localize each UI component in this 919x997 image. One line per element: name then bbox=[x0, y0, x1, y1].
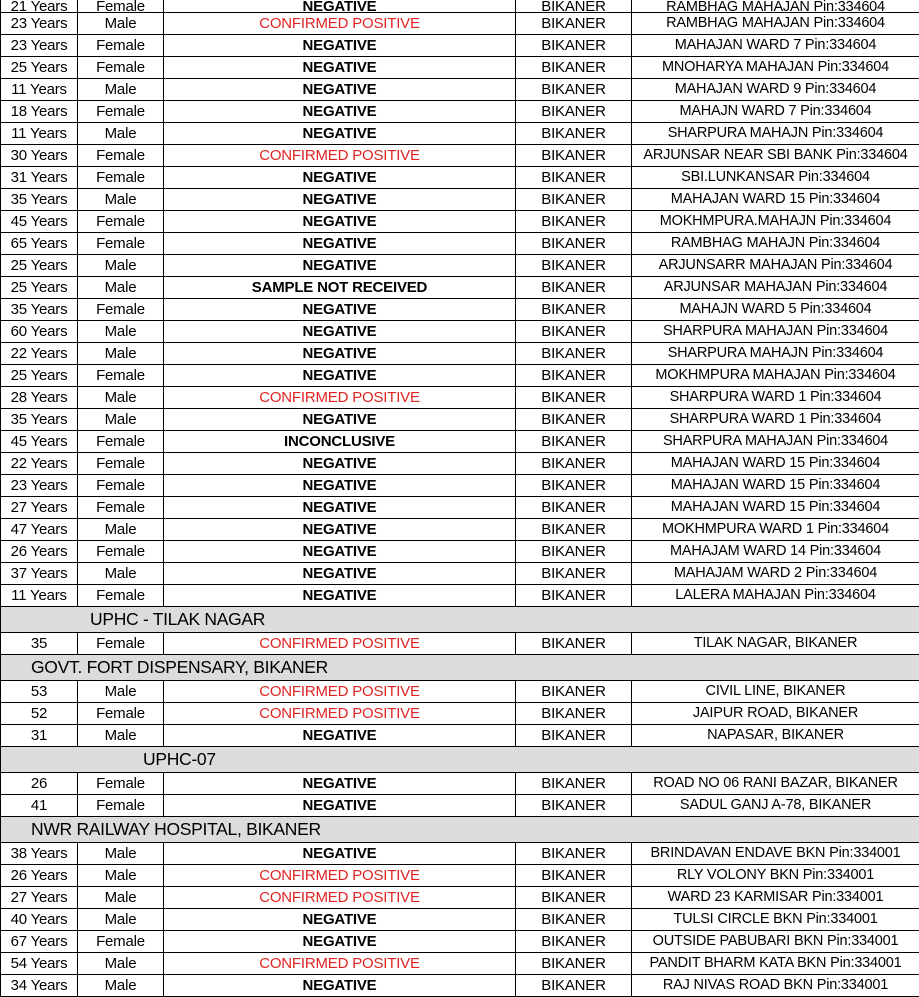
address-cell: WARD 23 KARMISAR Pin:334001 bbox=[632, 887, 919, 909]
age-cell: 11 Years bbox=[1, 585, 78, 607]
result-cell: NEGATIVE bbox=[164, 773, 516, 795]
gender-cell: Female bbox=[78, 35, 164, 57]
table-row bbox=[1, 211, 919, 233]
district-cell: BIKANER bbox=[516, 321, 632, 343]
gender-cell: Male bbox=[78, 865, 164, 887]
address-cell: OUTSIDE PABUBARI BKN Pin:334001 bbox=[632, 931, 919, 953]
district-cell: BIKANER bbox=[516, 725, 632, 747]
table-row bbox=[1, 563, 919, 585]
address-cell: RAMBHAG MAHAJAN Pin:334604 bbox=[632, 0, 919, 13]
address-cell: SBI.LUNKANSAR Pin:334604 bbox=[632, 167, 919, 189]
table-row bbox=[1, 299, 919, 321]
gender-cell: Female bbox=[78, 233, 164, 255]
district-cell: BIKANER bbox=[516, 975, 632, 997]
gender-cell: Female bbox=[78, 497, 164, 519]
table-row bbox=[1, 453, 919, 475]
gender-cell: Female bbox=[78, 431, 164, 453]
address-cell: MAHAJAN WARD 15 Pin:334604 bbox=[632, 453, 919, 475]
table-row bbox=[1, 519, 919, 541]
age-cell: 52 bbox=[1, 703, 78, 725]
gender-cell: Male bbox=[78, 123, 164, 145]
address-cell: LALERA MAHAJAN Pin:334604 bbox=[632, 585, 919, 607]
district-cell: BIKANER bbox=[516, 57, 632, 79]
address-cell: NAPASAR, BIKANER bbox=[632, 725, 919, 747]
gender-cell: Female bbox=[78, 145, 164, 167]
age-cell: 25 Years bbox=[1, 255, 78, 277]
section-header-row bbox=[1, 655, 919, 681]
table-row bbox=[1, 953, 919, 975]
result-cell: NEGATIVE bbox=[164, 79, 516, 101]
address-cell: CIVIL LINE, BIKANER bbox=[632, 681, 919, 703]
gender-cell: Male bbox=[78, 843, 164, 865]
result-cell: NEGATIVE bbox=[164, 475, 516, 497]
address-cell: MAHAJAN WARD 15 Pin:334604 bbox=[632, 189, 919, 211]
table-row bbox=[1, 497, 919, 519]
age-cell: 31 bbox=[1, 725, 78, 747]
table-row bbox=[1, 975, 919, 997]
result-cell: CONFIRMED POSITIVE bbox=[164, 633, 516, 655]
age-cell: 28 Years bbox=[1, 387, 78, 409]
age-cell: 23 Years bbox=[1, 13, 78, 35]
address-cell: MAHAJAN WARD 9 Pin:334604 bbox=[632, 79, 919, 101]
gender-cell: Male bbox=[78, 321, 164, 343]
district-cell: BIKANER bbox=[516, 563, 632, 585]
table-row bbox=[1, 931, 919, 953]
age-cell: 60 Years bbox=[1, 321, 78, 343]
section-header-row bbox=[1, 607, 919, 633]
gender-cell: Male bbox=[78, 681, 164, 703]
district-cell: BIKANER bbox=[516, 431, 632, 453]
district-cell: BIKANER bbox=[516, 453, 632, 475]
age-cell: 23 Years bbox=[1, 35, 78, 57]
age-cell: 65 Years bbox=[1, 233, 78, 255]
address-cell: ARJUNSAR MAHAJAN Pin:334604 bbox=[632, 277, 919, 299]
district-cell: BIKANER bbox=[516, 277, 632, 299]
address-cell: RAMBHAG MAHAJAN Pin:334604 bbox=[632, 13, 919, 35]
gender-cell: Female bbox=[78, 795, 164, 817]
age-cell: 38 Years bbox=[1, 843, 78, 865]
gender-cell: Male bbox=[78, 189, 164, 211]
age-cell: 37 Years bbox=[1, 563, 78, 585]
age-cell: 31 Years bbox=[1, 167, 78, 189]
age-cell: 22 Years bbox=[1, 453, 78, 475]
result-cell: NEGATIVE bbox=[164, 843, 516, 865]
address-cell: SHARPURA WARD 1 Pin:334604 bbox=[632, 409, 919, 431]
gender-cell: Male bbox=[78, 409, 164, 431]
result-cell: NEGATIVE bbox=[164, 101, 516, 123]
address-cell: SHARPURA MAHAJN Pin:334604 bbox=[632, 343, 919, 365]
result-cell: NEGATIVE bbox=[164, 365, 516, 387]
table-row bbox=[1, 681, 919, 703]
address-cell: RLY VOLONY BKN Pin:334001 bbox=[632, 865, 919, 887]
table-row bbox=[1, 843, 919, 865]
district-cell: BIKANER bbox=[516, 343, 632, 365]
table-row bbox=[1, 475, 919, 497]
district-cell: BIKANER bbox=[516, 387, 632, 409]
district-cell: BIKANER bbox=[516, 299, 632, 321]
result-cell: NEGATIVE bbox=[164, 0, 516, 13]
result-cell: NEGATIVE bbox=[164, 931, 516, 953]
district-cell: BIKANER bbox=[516, 633, 632, 655]
result-cell: SAMPLE NOT RECEIVED bbox=[164, 277, 516, 299]
table-row bbox=[1, 343, 919, 365]
table-row bbox=[1, 0, 919, 13]
table-row bbox=[1, 387, 919, 409]
age-cell: 35 Years bbox=[1, 409, 78, 431]
district-cell: BIKANER bbox=[516, 189, 632, 211]
age-cell: 25 Years bbox=[1, 277, 78, 299]
age-cell: 18 Years bbox=[1, 101, 78, 123]
age-cell: 35 Years bbox=[1, 189, 78, 211]
address-cell: SHARPURA MAHAJN Pin:334604 bbox=[632, 123, 919, 145]
table-row bbox=[1, 101, 919, 123]
address-cell: ARJUNSARR MAHAJAN Pin:334604 bbox=[632, 255, 919, 277]
section-header-row bbox=[1, 817, 919, 843]
gender-cell: Female bbox=[78, 541, 164, 563]
district-cell: BIKANER bbox=[516, 681, 632, 703]
district-cell: BIKANER bbox=[516, 0, 632, 13]
address-cell: SADUL GANJ A-78, BIKANER bbox=[632, 795, 919, 817]
table-row bbox=[1, 365, 919, 387]
result-cell: NEGATIVE bbox=[164, 909, 516, 931]
gender-cell: Male bbox=[78, 255, 164, 277]
address-cell: SHARPURA MAHAJAN Pin:334604 bbox=[632, 431, 919, 453]
address-cell: SHARPURA WARD 1 Pin:334604 bbox=[632, 387, 919, 409]
address-cell: MAHAJAN WARD 15 Pin:334604 bbox=[632, 497, 919, 519]
result-cell: NEGATIVE bbox=[164, 189, 516, 211]
table-row bbox=[1, 123, 919, 145]
gender-cell: Male bbox=[78, 387, 164, 409]
address-cell: PANDIT BHARM KATA BKN Pin:334001 bbox=[632, 953, 919, 975]
result-cell: CONFIRMED POSITIVE bbox=[164, 387, 516, 409]
gender-cell: Male bbox=[78, 519, 164, 541]
result-cell: NEGATIVE bbox=[164, 795, 516, 817]
result-cell: NEGATIVE bbox=[164, 409, 516, 431]
district-cell: BIKANER bbox=[516, 409, 632, 431]
age-cell: 67 Years bbox=[1, 931, 78, 953]
age-cell: 27 Years bbox=[1, 497, 78, 519]
result-cell: NEGATIVE bbox=[164, 299, 516, 321]
table-row bbox=[1, 585, 919, 607]
age-cell: 11 Years bbox=[1, 123, 78, 145]
result-cell: NEGATIVE bbox=[164, 321, 516, 343]
table-row bbox=[1, 13, 919, 35]
result-cell: NEGATIVE bbox=[164, 233, 516, 255]
results-table-body bbox=[1, 0, 919, 997]
result-cell: NEGATIVE bbox=[164, 975, 516, 997]
gender-cell: Male bbox=[78, 79, 164, 101]
table-row bbox=[1, 189, 919, 211]
address-cell: MAHAJN WARD 7 Pin:334604 bbox=[632, 101, 919, 123]
result-cell: NEGATIVE bbox=[164, 255, 516, 277]
address-cell: MOKHMPURA.MAHAJN Pin:334604 bbox=[632, 211, 919, 233]
table-row bbox=[1, 233, 919, 255]
gender-cell: Female bbox=[78, 365, 164, 387]
age-cell: 54 Years bbox=[1, 953, 78, 975]
table-row bbox=[1, 865, 919, 887]
age-cell: 26 Years bbox=[1, 541, 78, 563]
district-cell: BIKANER bbox=[516, 843, 632, 865]
result-cell: NEGATIVE bbox=[164, 585, 516, 607]
address-cell: MOKHMPURA WARD 1 Pin:334604 bbox=[632, 519, 919, 541]
result-cell: NEGATIVE bbox=[164, 563, 516, 585]
district-cell: BIKANER bbox=[516, 887, 632, 909]
district-cell: BIKANER bbox=[516, 497, 632, 519]
age-cell: 30 Years bbox=[1, 145, 78, 167]
age-cell: 11 Years bbox=[1, 79, 78, 101]
result-cell: NEGATIVE bbox=[164, 343, 516, 365]
gender-cell: Female bbox=[78, 211, 164, 233]
address-cell: MAHAJAN WARD 7 Pin:334604 bbox=[632, 35, 919, 57]
table-row bbox=[1, 773, 919, 795]
result-cell: NEGATIVE bbox=[164, 57, 516, 79]
district-cell: BIKANER bbox=[516, 211, 632, 233]
address-cell: SHARPURA MAHAJAN Pin:334604 bbox=[632, 321, 919, 343]
district-cell: BIKANER bbox=[516, 795, 632, 817]
result-cell: NEGATIVE bbox=[164, 497, 516, 519]
address-cell: RAJ NIVAS ROAD BKN Pin:334001 bbox=[632, 975, 919, 997]
district-cell: BIKANER bbox=[516, 703, 632, 725]
district-cell: BIKANER bbox=[516, 123, 632, 145]
result-cell: CONFIRMED POSITIVE bbox=[164, 887, 516, 909]
gender-cell: Female bbox=[78, 773, 164, 795]
district-cell: BIKANER bbox=[516, 101, 632, 123]
result-cell: NEGATIVE bbox=[164, 541, 516, 563]
address-cell: MAHAJAM WARD 2 Pin:334604 bbox=[632, 563, 919, 585]
section-header bbox=[1, 747, 919, 773]
result-cell: NEGATIVE bbox=[164, 167, 516, 189]
address-cell: MAHAJN WARD 5 Pin:334604 bbox=[632, 299, 919, 321]
address-cell: BRINDAVAN ENDAVE BKN Pin:334001 bbox=[632, 843, 919, 865]
result-cell: CONFIRMED POSITIVE bbox=[164, 703, 516, 725]
district-cell: BIKANER bbox=[516, 585, 632, 607]
address-cell: RAMBHAG MAHAJN Pin:334604 bbox=[632, 233, 919, 255]
table-row bbox=[1, 887, 919, 909]
table-row bbox=[1, 277, 919, 299]
table-row bbox=[1, 725, 919, 747]
district-cell: BIKANER bbox=[516, 541, 632, 563]
result-cell: NEGATIVE bbox=[164, 123, 516, 145]
section-header bbox=[1, 607, 919, 633]
age-cell: 47 Years bbox=[1, 519, 78, 541]
district-cell: BIKANER bbox=[516, 233, 632, 255]
table-row bbox=[1, 57, 919, 79]
section-header-row bbox=[1, 747, 919, 773]
gender-cell: Male bbox=[78, 975, 164, 997]
age-cell: 45 Years bbox=[1, 431, 78, 453]
table-row bbox=[1, 321, 919, 343]
age-cell: 22 Years bbox=[1, 343, 78, 365]
result-cell: NEGATIVE bbox=[164, 211, 516, 233]
district-cell: BIKANER bbox=[516, 931, 632, 953]
address-cell: TULSI CIRCLE BKN Pin:334001 bbox=[632, 909, 919, 931]
district-cell: BIKANER bbox=[516, 35, 632, 57]
age-cell: 21 Years bbox=[1, 0, 78, 13]
gender-cell: Female bbox=[78, 453, 164, 475]
table-row bbox=[1, 167, 919, 189]
table-row bbox=[1, 255, 919, 277]
address-cell: TILAK NAGAR, BIKANER bbox=[632, 633, 919, 655]
result-cell: CONFIRMED POSITIVE bbox=[164, 865, 516, 887]
result-cell: CONFIRMED POSITIVE bbox=[164, 953, 516, 975]
table-row bbox=[1, 409, 919, 431]
district-cell: BIKANER bbox=[516, 475, 632, 497]
gender-cell: Female bbox=[78, 633, 164, 655]
age-cell: 23 Years bbox=[1, 475, 78, 497]
age-cell: 45 Years bbox=[1, 211, 78, 233]
age-cell: 41 bbox=[1, 795, 78, 817]
address-cell: ARJUNSAR NEAR SBI BANK Pin:334604 bbox=[632, 145, 919, 167]
result-cell: INCONCLUSIVE bbox=[164, 431, 516, 453]
table-row bbox=[1, 909, 919, 931]
age-cell: 35 bbox=[1, 633, 78, 655]
result-cell: NEGATIVE bbox=[164, 35, 516, 57]
district-cell: BIKANER bbox=[516, 255, 632, 277]
district-cell: BIKANER bbox=[516, 13, 632, 35]
section-header bbox=[1, 655, 919, 681]
district-cell: BIKANER bbox=[516, 953, 632, 975]
address-cell: MAHAJAN WARD 15 Pin:334604 bbox=[632, 475, 919, 497]
result-cell: NEGATIVE bbox=[164, 519, 516, 541]
gender-cell: Male bbox=[78, 563, 164, 585]
age-cell: 26 Years bbox=[1, 865, 78, 887]
gender-cell: Female bbox=[78, 0, 164, 13]
gender-cell: Female bbox=[78, 167, 164, 189]
table-row bbox=[1, 431, 919, 453]
address-cell: ROAD NO 06 RANI BAZAR, BIKANER bbox=[632, 773, 919, 795]
result-cell: NEGATIVE bbox=[164, 725, 516, 747]
age-cell: 53 bbox=[1, 681, 78, 703]
table-row bbox=[1, 35, 919, 57]
gender-cell: Female bbox=[78, 585, 164, 607]
gender-cell: Male bbox=[78, 343, 164, 365]
district-cell: BIKANER bbox=[516, 519, 632, 541]
gender-cell: Male bbox=[78, 909, 164, 931]
district-cell: BIKANER bbox=[516, 773, 632, 795]
section-title: GOVT. FORT DISPENSARY, BIKANER bbox=[1, 655, 328, 680]
table-row bbox=[1, 795, 919, 817]
table-row bbox=[1, 145, 919, 167]
gender-cell: Female bbox=[78, 57, 164, 79]
gender-cell: Male bbox=[78, 725, 164, 747]
section-title: NWR RAILWAY HOSPITAL, BIKANER bbox=[1, 817, 321, 842]
age-cell: 40 Years bbox=[1, 909, 78, 931]
table-row bbox=[1, 79, 919, 101]
address-cell: MNOHARYA MAHAJAN Pin:334604 bbox=[632, 57, 919, 79]
gender-cell: Male bbox=[78, 887, 164, 909]
table-row bbox=[1, 633, 919, 655]
gender-cell: Female bbox=[78, 475, 164, 497]
district-cell: BIKANER bbox=[516, 909, 632, 931]
section-header bbox=[1, 817, 919, 843]
section-title: UPHC - TILAK NAGAR bbox=[1, 607, 265, 632]
gender-cell: Female bbox=[78, 299, 164, 321]
gender-cell: Male bbox=[78, 13, 164, 35]
gender-cell: Male bbox=[78, 277, 164, 299]
result-cell: CONFIRMED POSITIVE bbox=[164, 145, 516, 167]
table-row bbox=[1, 541, 919, 563]
gender-cell: Female bbox=[78, 931, 164, 953]
age-cell: 25 Years bbox=[1, 365, 78, 387]
gender-cell: Female bbox=[78, 703, 164, 725]
table-row bbox=[1, 703, 919, 725]
district-cell: BIKANER bbox=[516, 145, 632, 167]
district-cell: BIKANER bbox=[516, 365, 632, 387]
gender-cell: Female bbox=[78, 101, 164, 123]
age-cell: 35 Years bbox=[1, 299, 78, 321]
result-cell: CONFIRMED POSITIVE bbox=[164, 681, 516, 703]
age-cell: 34 Years bbox=[1, 975, 78, 997]
district-cell: BIKANER bbox=[516, 167, 632, 189]
district-cell: BIKANER bbox=[516, 865, 632, 887]
age-cell: 27 Years bbox=[1, 887, 78, 909]
address-cell: MAHAJAM WARD 14 Pin:334604 bbox=[632, 541, 919, 563]
gender-cell: Male bbox=[78, 953, 164, 975]
address-cell: JAIPUR ROAD, BIKANER bbox=[632, 703, 919, 725]
address-cell: MOKHMPURA MAHAJAN Pin:334604 bbox=[632, 365, 919, 387]
result-cell: CONFIRMED POSITIVE bbox=[164, 13, 516, 35]
age-cell: 26 bbox=[1, 773, 78, 795]
section-title: UPHC-07 bbox=[1, 747, 216, 772]
age-cell: 25 Years bbox=[1, 57, 78, 79]
result-cell: NEGATIVE bbox=[164, 453, 516, 475]
district-cell: BIKANER bbox=[516, 79, 632, 101]
